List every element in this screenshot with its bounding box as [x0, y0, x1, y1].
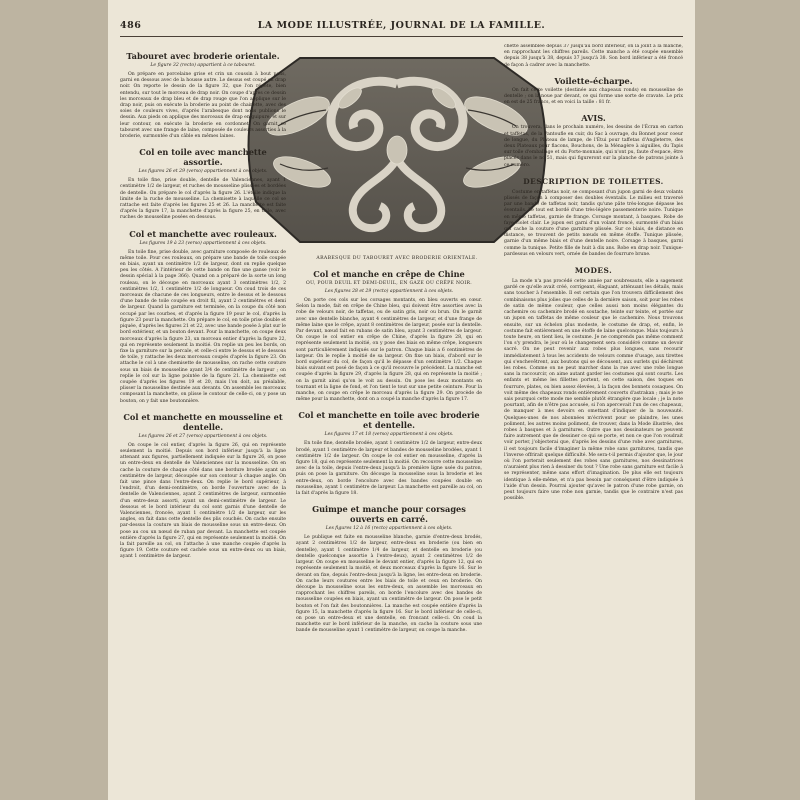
- notice: [504, 113, 683, 168]
- article-body: On prépare en porcelaine grise et crin un coussin à bout pans, garni en dessous avec de la housse autre. Le dessus est coupé en drap noir. On reporte le dessin de la figure 32, que l'on répète, bien entendu, sur tout le morceau de drap noir. On coupe d'après ce dessin les morceaux de drap bleu et de drap rouge que l'on applique sur le drap noir, puis on exécute la broderie au point de chainette, avec des soies de couleurs vives, d'après l'arabesque dont nous publions le dessin. Aux pieds on applique des morceaux de drap en guipure, et sur leur contour, on exécute la broderie en cordonnet. On garnit ce tabouret avec une frange de laine, composée de couleurs assorties à la broderie, surmontée d'un câble en mêmes laines.: [120, 72, 286, 140]
- column-right: [504, 44, 683, 792]
- journal-title: LA MODE ILLUSTRÉE, JOURNAL DE LA FAMILLE.: [257, 20, 546, 31]
- illustration-caption: ARABESQUE DU TABOURET AVEC BRODERIE ORIENTALE.: [316, 256, 478, 261]
- page-header: [120, 20, 683, 36]
- article: [504, 76, 683, 107]
- column-left: [120, 44, 286, 792]
- article-subheading: Les figures 26 et 29 (verso) appartiennent à ces objets.: [138, 169, 268, 175]
- section-body: Costume en taffetas noir, se composant d'un jupon garni de deux volants plissés de façon à composer des doubles éventails. Le milieu est traversé par une bande de taffetas noir, tandis qu'une pâte très-longue dépasse les éventails. Le tout est bordé d'une très-légère passementerie noire. Tunique en même taffetas, garnie de frange. Corsage montant, à basques. Robe de faye violet clair. Le jupon est garni d'un volant froncé, surmonté d'un biais qui cache la couture d'une garniture plissée. Sur ce biais, de distance en distance, se trouvent de petits nœuds en même étoffe. Tunique plissée, garnie d'un même biais et d'une dentelle noire. Corsage à basques, garni comme la tunique. Petite fille de huit à dix ans. Robe en drap noir. Tunique-pardessus en velours vert, ornée de bandes de fourrure brune.: [504, 189, 683, 257]
- article: [120, 229, 286, 405]
- article: [120, 51, 286, 140]
- section: [504, 266, 683, 502]
- article-heading: Voilette-écharpe.: [554, 75, 633, 86]
- article-subheading: Les figures 26 et 27 (verso) appartiennent à ces objets.: [138, 433, 268, 439]
- article-heading: Col et manche en crêpe de Chine: [313, 269, 465, 279]
- article-body: On fait cette voilette (destinée aux chapeaux ronds) en mousseline de dentelle ; on la noue par devant, ce qui forme une sorte de cravate. Le prix en est de 25 francs, et en voici la taille : 81 fr.: [504, 87, 683, 106]
- section: [504, 177, 683, 258]
- article: [120, 147, 286, 221]
- notice-heading: AVIS.: [581, 113, 606, 124]
- article: [296, 504, 482, 634]
- continued-text: chette assemblée depuis 37 jusqu'au bord inférieur, on la joint à la manche, en rapprochant les chiffres pareils. Cette manche a été coupée ensemble depuis 38 jusqu'à 38, depuis 37 jusqu'à 38. Son bord inférieur a été froncé de façon à cadrer avec la manchette.: [504, 44, 683, 68]
- article-heading: Tabouret avec broderie orientale.: [126, 51, 280, 61]
- article-body: On porte ces cols sur les corsages montants, en bleu ouverts en cœur. Selon la mode, fait en crêpe de Chine bleu, qui doivent être assorties avec la robe de velours noir, de taffetas, ou de satin gris, noir ou brun. On le garnit avec une dentelle blanche, ayant 4 centimètres de largeur, et d'une frange de même laine que le crêpe, ayant 8 centimètres de largeur, posée sur la dentelle. Par devant, nœud fait en rubans de satin bleu, ayant 3 centimètres de largeur. On coupe le col entier en crêpe de Chine, d'après la figure 28, qui en représente seulement la moitié, on y pose des biais en même crêpe, longueurs sont particulièrement indiqués sur le patron. Chaque biais a 6 centimètres de largeur. On le replie à moitié de sa largeur. On fixe un biais, d'abord sur le bord supérieur du col, de façon qu'il le dépasse d'un centimètre 1/2. Chaque biais suivant est posé de façon à ce qu'il recouvre le précédent. La manche est coupée d'après la figure 29, d'après la figure 28, qui en représente la moitié ; on la garnit ainsi qu'on le voit au dessin. On pose les deux montants en tournant et la ligne de fond, et l'on tient le tout sur une petite ceinture. Pour la manche, on coupe en crêpe le morceau d'après la figure 29. On procède de même pour la manchette, dont on a coupé la manche d'après la figure 17.: [296, 298, 482, 403]
- page-number: 486: [120, 20, 142, 31]
- article-heading: Col et manchette en mousseline et dentelle.: [123, 411, 283, 432]
- article-body: En toile fine, dentelle brodée, ayant 1 centimètre 1/2 de largeur, entre-deux brodé, ayant 1 centimètre de largeur et bandes de mousseline brodées, ayant 1 centimètre 1/2 de largeur. On coupe le col entier en mousseline, d'après la figure 18, qui en représente seulement la moitié. On recouvre cette mousseline avec de la toile, depuis l'entre-deux jusqu'à la première ligne usée du patron, puis on pose la garniture. On découpe la mousseline sous la broderie et les entre-deux, on borde l'encolure avec des bandes coupées double en mousseline, ayant 1 centimètre de largeur. La manchette est pareille au col, on la fait d'après la figure 18.: [296, 441, 482, 497]
- header-rule: [120, 36, 683, 37]
- journal-page: [108, 0, 695, 800]
- article-heading: Col en toile avec manchette assortie.: [139, 147, 267, 168]
- article: [120, 412, 286, 561]
- article-note: Les figures 28 et 29 (recto) appartiennent à ces objets.: [324, 289, 454, 294]
- article-body: Le publique est faite en mousseline blanche, garnie d'entre-deux brodés, ayant 2 centimètres 1/2 de largeur, entre-deux en broderie (ou bien en dentelle), ayant 1 centimètre 1/4 de largeur, et dentelle en broderie (ou dentelle quelconque assortie à l'entre-deux), ayant 2 centimètres 1/2 de largeur. On coupe en mousseline le devant entier, d'après la figure 12, qui en représente seulement la moitié, et deux morceaux d'après la figure 16. Sur le devant on fixe, depuis l'entre-deux jusqu'à la ligne, les entre-deux en broderie. On cache leurs coutures entre les biais de toile et ceux en broderie. On découpe la mousseline sous les entre-deux, on assemble les morceaux en rapprochant les chiffres pareils, on borde l'encolure avec des bandes de mousseline coupées en biais, ayant un centimètre de largeur. On pose le petit bouton et l'on fait des boutonnières. La manche est coupée entière d'après la figure 15, la manchette d'après la figure 16. Sur le bord inférieur de celle-ci, on pose un entre-deux et une dentelle, en froncant celle-ci. On coud la manchette sur le bord inférieur de la manche, on cache la couture sous une bande de mousseline ayant 1 centimètre de largeur, on coupe la manche.: [296, 535, 482, 634]
- article-subheading: OU, POUR DEUIL ET DEMI-DEUIL, EN GAZE OU CRÊPE NOIR.: [306, 281, 472, 286]
- section-body: La mode n'a pas procédé cette année par soubresauts, elle a sagement gardé ce qu'elle avait créé, corrigeant, élaguant, atténuant les détails, mais sans toucher à l'ensemble. Il est certain que l'on trouvera difficilement des combinaisons plus jolies que celles de la dernière saison, soit pour les robes de satin de même couleur, que celles aussi non moins élégantes du cachemire ou cachemire brodé en soutache, teinte sur teinte, et portée sur un jupon en taffetas de même couleur que le cachemire. Nous trouvons ensuite, sur un échelon plus modeste, le costume de drap, et, enfin, le costume fait entièrement en une étoffe de laine quelconque. Mais toujours à toute heure, on tient lieu, le costume. Je ne comprends pas même comment l'on s'y prendra, le jour où le changement sera considéré comme un devoir sacré. On ne peut revenir aux robes plus longues, sans recourir immédiatement à tous les accidents de velours comme d'usage, aux tirettes qui s'enchevêtrent, aux boutons qui se décousent, aux ourlets qui déchirent les robes. Comme on ne peut marcher dans la rue avec une robe longue sans la raccourcir, on aime autant garder les costumes qui sont courts. Les enfants et même les fillettes portent, en cette saison, des toques en fourrure, plates, ou bien assez élevées, à la façon des bonnets cosaques. On voit même des chapeaux ronds entièrement couverts d'astrakan ; mais je ne sais pourquoi cette mode me semble plutôt étrangère que locale ; je la note pourtant, afin de n'être pas accusée, si l'on apercevait l'un de ces chapeaux, de manquer à mes devoirs en omettant d'indiquer de la nouveauté. Quelques-unes de nos abonnées m'écrivent pour se plaindre, les unes poliment, les autres moins poliment, de trouver, dans la Mode illustrée, des robes à basques et à garnitures. Outre que nos dessinateurs ne peuvent faire autrement que de dessiner ce qui se porte, et non ce que l'on voudrait voir porter, j'objecterai que, d'après les dessins d'une robe avec garnitures, il est toujours facile d'imaginer la même robe sans garnitures, tandis que l'inverse offrirait quelque difficulté. Me sera-t-il permis d'ajouter que, le jour où l'on porterait seulement des robes sans garnitures, nos dessinatrices n'auraient plus rien à dessiner du tout ? Une robe sans garniture est facile à se représenter, même sans effort d'imagination. De plus elle est toujours identique à elle-même, et n'a pas besoin par conséquent d'être indiquée à l'aide d'un dessin. Pourrai ajouter qu'avec le patron d'une robe garnie, on peut toujours faire une robe non garnie, tandis que le contraire n'est pas possible.: [504, 279, 683, 502]
- section-heading: DESCRIPTION DE TOILETTES.: [523, 176, 664, 186]
- article-subheading: Le figure 32 (recto) appartient à ce tabouret.: [150, 63, 256, 68]
- article-heading: Col et manchette en toile avec broderie et dentelle.: [298, 410, 480, 431]
- article-subheading: Les figures 12 à 16 (recto) appartiennent à ces objets.: [325, 526, 453, 532]
- notice-body: On trouvera, dans le prochain numéro, les dessins de l'Écran en carton et taffetas, de la Pantoufle en cuir, du Sac à ouvrage, du Bonnet pour coeur de longue, du Plateau de lampe, de l'Étui pour taffetas d'Angleterre, des deux Plateaux pour flacons, Bouchons, de la Ménagère à aiguilles, du Tapis sur toile d'emballage et du Porte-monnaie, qui n'ont pu, faute d'espace, être placés dans le no 51, mais qui figureront sur la planche de patrons jointe à ce numéro.: [504, 125, 683, 168]
- article-heading: Col et manchette avec rouleaux.: [129, 228, 277, 239]
- article-body: En toile fine, prise double, avec garniture composée de rouleaux de même toile. Pour ces rouleaux, on prépare une bande de toile coupée en biais, ayant un centimètre 1/2 de largeur, dont on replie quelque peu les côtés. A l'intérieur de cette bande on fixe une ganse (voir le dessin spécial à la page 366). Quand on a préparé de la sorte un long rouleau, on le découpe en morceaux ayant 3 centimètres 1/2, 2 centimètres 1/2, 1 centimètre 1/2 de longueur. On coud trois de ces morceaux de chacune de ces longueurs, entre le dessus et le dessous d'une bande de toile coupée en droit fil, ayant 2 centimètres et demi de largeur. Quand la garniture est terminée, on la coupe du côté non occupé par les courbes, et d'après la figure 19 pour le col, d'après la figure 23 pour la manchette. On prépare le col, en toile prise double et piquée, d'après les figures 21 et 22, avec une bande posée à plat sur le bord extérieur, et un bouton devant. Pour la manchette, on coupe deux morceaux d'après la figure 23, un morceau entier d'après la figure 22, qui en représente seulement la moitié. On replie un peu les bords, on fixe la garniture sur la percale, et celle-ci entre le dessus et le dessous de toile, y rattache les deux morceaux coupés d'après la figure 23. On attache le col à une chemisette de mousseline, on rache cette couture sous un biais de mousseline ayant 3/4 de centimètre de largeur ; on replie le col sur la ligne pointée de la figure 21. La chemisette est coupée d'après les figures 19 et 20, mais l'on doit, au préalable, plisser la mousseline destinée aux devants. On assemble les morceaux composant la manchette, on plisse le contour de celle-ci, on y pose un bouton, on y fait une boutonnière.: [120, 249, 286, 404]
- article-heading: Guimpe et manche pour corsages ouverts en carré.: [312, 504, 466, 525]
- article: [296, 410, 482, 497]
- article-body: On coupe le col entier, d'après la figure 26, qui en représente seulement la moitié. Depuis son bord inférieur jusqu'à la ligne attenant aux figures, partiellement indiquée sur la figure 26, on pose un entre-deux en dentelle de Valenciennes sur la mousseline. On en cache la couture de chaque côté dans une bordure brodée ayant un centimètre de largeur, découpée sur son contour à chaque angle. On fait une pince dans l'entre-deux. On replie le bord supérieur, à l'endroit, d'un demi-centimètre, on borde l'ouverture avec de la dentelle de Valenciennes, ayant 2 centimètres de largeur, surmontée d'un entre-deux assorti, ayant un demi-centimètre de largeur. Le dessous et le bord intérieur du col sont garnis d'une dentelle de Valenciennes, froncée, ayant 1 centimètre 1/2 de largeur, sur les angles, on fait dans cette dentelle des plis couchés. On cache ensuite par-dessus la couture un biais de mousseline sous un entre-deux. On pose au cou un nœud de ruban par devant. La manchette est coupée entière d'après la figure 27, qui en représente seulement la moitié. On la fait pareille au col, on l'attache à une manche coupée d'après la figure 19. Cette couture est cachée sous un entre-deux ou un biais, ayant 1 centimètre de largeur.: [120, 442, 286, 560]
- article-body: En toile fine, prise double, dentelle de Valenciennes, ayant 1 centimètre 1/2 de largeur, et ruches de mousseline plissées et bordées de dentelle. On prépare le col d'après la figure 26. L'étoile indique la limite de la ruche de mousseline. La chemisette à laquelle ce col se rattache est faite d'après les figures 25 et 26. La manchette est faite d'après la figure 17, la manchette d'après la figure 25, en toile, avec ruches de mousseline posées en dessous.: [120, 178, 286, 221]
- section-heading: MODES.: [574, 266, 613, 276]
- article-subheading: Les figures 17 et 18 (verso) appartiennent à ces objets.: [324, 432, 454, 438]
- article: [296, 269, 482, 403]
- article-subheading: Les figures 19 à 23 (verso) appartiennent à ces objets.: [139, 240, 267, 246]
- column-middle: [296, 262, 482, 792]
